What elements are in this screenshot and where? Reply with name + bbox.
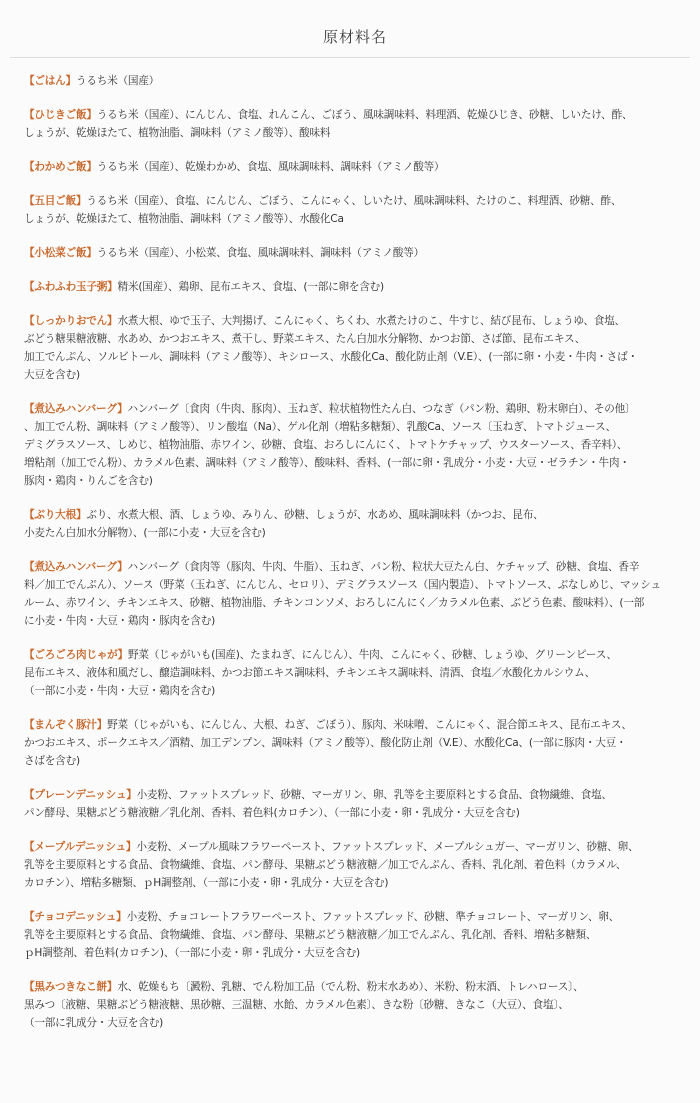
ingredient-line xyxy=(24,804,686,822)
ingredient-entry xyxy=(24,786,686,822)
ingredient-text: 水、乾燥もち〔澱粉、乳糖、でん粉加工品（でん粉、粉末水あめ）、米粉、粉末酒、トレハロース〕、 xyxy=(117,981,584,993)
ingredient-line xyxy=(24,838,686,856)
ingredient-line xyxy=(24,1014,686,1032)
ingredient-line xyxy=(24,366,686,384)
ingredient-text: ルーム、赤ワイン、チキンエキス、砂糖、植物油脂、チキンコンソメ、おろしにんにく／カラメル色素、ぶどう色素、酸味料）、(一部 xyxy=(24,597,645,609)
ingredient-text: 小麦たん白加水分解物）、(一部に小麦・大豆を含む) xyxy=(24,527,266,539)
ingredient-text: ぶどう糖果糖液糖、水あめ、かつおエキス、煮干し、野菜エキス、たん白加水分解物、かつお節、さば節、昆布エキス、 xyxy=(24,333,586,345)
ingredient-line xyxy=(24,400,686,418)
ingredient-entry xyxy=(24,106,686,142)
ingredient-entry xyxy=(24,192,686,228)
ingredient-line xyxy=(24,908,686,926)
ingredient-text: 小麦粉、ファットスプレッド、砂糖、マーガリン、卵、乳等を主要原料とする食品、食物繊維、食塩、 xyxy=(136,789,612,801)
page-title: 原材料名 xyxy=(322,28,387,46)
ingredient-line xyxy=(24,506,686,524)
ingredient-line xyxy=(24,612,686,630)
ingredient-text: デミグラスソース、しめじ、植物油脂、赤ワイン、砂糖、食塩、おろしにんにく、トマトケチャップ、ウスターソース、香辛料）、 xyxy=(24,439,628,451)
ingredient-list xyxy=(24,72,686,1032)
ingredient-text: 増粘剤（加工でん粉）、カラメル色素、調味料（アミノ酸等）、酸味料、香料、(一部に卵・乳成分・小麦・大豆・ゼラチン・牛肉・ xyxy=(24,457,630,469)
ingredient-entry xyxy=(24,278,686,296)
ingredient-text: ハンバーグ〔食肉（牛肉、豚肉）、玉ねぎ、粒状植物性たん白、つなぎ（パン粉、鶏卵、粉末卵白）、その他〕 xyxy=(127,403,636,415)
ingredient-line xyxy=(24,664,686,682)
ingredient-text: 精米(国産）、鶏卵、昆布エキス、食塩、(一部に卵を含む) xyxy=(117,281,384,293)
product-name: 【ふわふわ玉子粥】 xyxy=(24,281,118,293)
ingredient-text: かつおエキス、ポークエキス／酒精、加工デンプン、調味料（アミノ酸等）、酸化防止剤（V.E）、水酸化Ca、(一部に豚肉・大豆・ xyxy=(24,737,627,749)
product-name: 【ごはん】 xyxy=(24,75,76,87)
ingredient-line xyxy=(24,192,686,210)
ingredient-entry xyxy=(24,908,686,962)
ingredient-line xyxy=(24,312,686,330)
ingredient-text: 乳等を主要原料とする食品、食物繊維、食塩、パン酵母、果糖ぶどう糖液糖／加工でんぷん、香料、乳化剤、着色料（カラメル、 xyxy=(24,859,627,871)
ingredient-line xyxy=(24,106,686,124)
ingredient-text: しょうが、乾燥ほたて、植物油脂、調味料（アミノ酸等）、水酸化Ca xyxy=(24,213,344,225)
ingredient-line xyxy=(24,330,686,348)
product-name: 【黒みつきなこ餅】 xyxy=(24,981,118,993)
ingredient-entry xyxy=(24,716,686,770)
ingredient-entry xyxy=(24,506,686,542)
product-name: 【プレーンデニッシュ】 xyxy=(24,789,137,801)
ingredient-line xyxy=(24,454,686,472)
ingredient-text: うるち米（国産）、食塩、にんじん、ごぼう、こんにゃく、しいたけ、風味調味料、たけのこ、料理酒、砂糖、酢、 xyxy=(86,195,622,207)
ingredient-line xyxy=(24,944,686,962)
ingredient-line xyxy=(24,124,686,142)
ingredient-text: 野菜（じゃがいも、にんじん、大根、ねぎ、ごぼう）、豚肉、米味噌、こんにゃく、混合節エキス、昆布エキス、 xyxy=(107,719,632,731)
ingredient-line xyxy=(24,682,686,700)
ingredient-text: さばを含む) xyxy=(24,755,80,767)
ingredient-text: （一部に乳成分・大豆を含む) xyxy=(24,1017,164,1029)
ingredient-entry xyxy=(24,312,686,384)
ingredient-entry xyxy=(24,646,686,700)
ingredient-entry xyxy=(24,558,686,630)
ingredient-text: （一部に小麦・牛肉・大豆・鶏肉を含む) xyxy=(24,685,216,697)
ingredient-text: パン酵母、果糖ぶどう糖液糖／乳化剤、香料、着色料(カロチン）、（一部に小麦・卵・乳成分・大豆を含む) xyxy=(24,807,520,819)
ingredient-line xyxy=(24,348,686,366)
ingredient-entry xyxy=(24,838,686,892)
ingredient-text: うるち米（国産）、乾燥わかめ、食塩、風味調味料、調味料（アミノ酸等） xyxy=(96,161,445,173)
ingredient-line xyxy=(24,210,686,228)
ingredient-line xyxy=(24,72,686,90)
ingredient-text: ｐH調整剤、着色料(カロチン)、（一部に小麦・卵・乳成分・大豆を含む) xyxy=(24,947,360,959)
ingredient-line xyxy=(24,278,686,296)
product-name: 【ひじきご飯】 xyxy=(24,109,97,121)
product-name: 【五目ご飯】 xyxy=(24,195,87,207)
product-name: 【ごろごろ肉じゃが】 xyxy=(24,649,128,661)
product-name: 【ぶり大根】 xyxy=(24,509,87,521)
product-name: 【小松菜ご飯】 xyxy=(24,247,97,259)
ingredient-text: に小麦・牛肉・大豆・鶏肉・豚肉を含む) xyxy=(24,615,216,627)
ingredient-line xyxy=(24,716,686,734)
ingredient-line xyxy=(24,926,686,944)
product-name: 【煮込みハンバーグ】 xyxy=(24,403,128,415)
ingredient-text: 小麦粉、チョコレートフラワーペースト、ファットスプレッド、砂糖、準チョコレート、マーガリン、卵、 xyxy=(126,911,620,923)
ingredient-text: 水煮大根、ゆで玉子、大判揚げ、こんにゃく、ちくわ、水煮たけのこ、牛すじ、結び昆布、しょうゆ、食塩、 xyxy=(117,315,626,327)
ingredient-text: 野菜（じゃがいも(国産)、たまねぎ、にんじん）、牛肉、こんにゃく、砂糖、しょうゆ、グリーンピース、 xyxy=(127,649,617,661)
ingredient-line xyxy=(24,978,686,996)
ingredient-entry xyxy=(24,244,686,262)
ingredient-line xyxy=(24,436,686,454)
ingredient-line xyxy=(24,874,686,892)
product-name: 【わかめご飯】 xyxy=(24,161,97,173)
ingredient-line xyxy=(24,646,686,664)
ingredient-text: ハンバーグ（食肉等（豚肉、牛肉、牛脂）、玉ねぎ、パン粉、粒状大豆たん白、ケチャップ、砂糖、食塩、香辛 xyxy=(127,561,640,573)
ingredient-text: カロチン）、増粘多糖類、ｐH調整剤、（一部に小麦・卵・乳成分・大豆を含む) xyxy=(24,877,389,889)
ingredient-line xyxy=(24,472,686,490)
ingredient-line xyxy=(24,856,686,874)
ingredient-line xyxy=(24,558,686,576)
product-name: 【しっかりおでん】 xyxy=(24,315,118,327)
ingredient-text: うるち米（国産） xyxy=(75,75,160,87)
ingredient-line xyxy=(24,594,686,612)
ingredient-text: 昆布エキス、液体和風だし、醸造調味料、かつお節エキス調味料、チキンエキス調味料、清酒、食塩／水酸化カルシウム、 xyxy=(24,667,596,679)
ingredient-text: うるち米（国産）、小松菜、食塩、風味調味料、調味料（アミノ酸等） xyxy=(96,247,425,259)
ingredient-line xyxy=(24,576,686,594)
ingredient-entry xyxy=(24,72,686,90)
ingredient-line xyxy=(24,244,686,262)
ingredient-text: 豚肉・鶏肉・りんごを含む) xyxy=(24,475,153,487)
ingredient-entry xyxy=(24,978,686,1032)
ingredient-line xyxy=(24,996,686,1014)
ingredient-text: うるち米（国産）、にんじん、食塩、れんこん、ごぼう、風味調味料、料理酒、乾燥ひじき、砂糖、しいたけ、酢、 xyxy=(96,109,633,121)
ingredient-line xyxy=(24,752,686,770)
product-name: 【まんぞく豚汁】 xyxy=(24,719,108,731)
ingredient-text: 黒みつ〔液糖、果糖ぶどう糖液糖、黒砂糖、三温糖、水飴、カラメル色素〕、きな粉〔砂糖、きなこ（大豆）、食塩〕、 xyxy=(24,999,569,1011)
product-name: 【煮込みハンバーグ】 xyxy=(24,561,128,573)
ingredient-text: ぶり、水煮大根、酒、しょうゆ、みりん、砂糖、しょうが、水あめ、風味調味料（かつお、昆布、 xyxy=(86,509,544,521)
product-name: 【メープルデニッシュ】 xyxy=(24,841,137,853)
ingredient-line xyxy=(24,786,686,804)
ingredient-text: 大豆を含む) xyxy=(24,369,80,381)
ingredient-line xyxy=(24,158,686,176)
ingredient-entry xyxy=(24,158,686,176)
ingredient-text: 料／加工でんぷん）、ソース（野菜（玉ねぎ、にんじん、セロリ）、デミグラスソース（国内製造）、トマトソース、ぶなしめじ、マッシュ xyxy=(24,579,661,591)
ingredient-line xyxy=(24,524,686,542)
product-name: 【チョコデニッシュ】 xyxy=(24,911,127,923)
ingredient-entry xyxy=(24,400,686,490)
ingredient-text: 加工でんぷん、ソルビトール、調味料（アミノ酸等）、キシロース、水酸化Ca、酸化防止剤（V.E）、(一部に卵・小麦・牛肉・さば・ xyxy=(24,351,638,363)
title-divider xyxy=(10,57,690,58)
ingredient-text: 小麦粉、メープル風味フラワーペースト、ファットスプレッド、メープルシュガー、マーガリン、砂糖、卵、 xyxy=(136,841,639,853)
ingredient-text: 、加工でん粉、調味料（アミノ酸等）、リン酸塩（Na）、ゲル化剤（増粘多糖類）、乳酸Ca、ソース〔玉ねぎ、トマトジュース、 xyxy=(24,421,617,433)
ingredient-text: 乳等を主要原料とする食品、食物繊維、食塩、パン酵母、果糖ぶどう糖液糖／加工でんぷん、乳化剤、香料、増粘多糖類、 xyxy=(24,929,597,941)
ingredient-text: しょうが、乾燥ほたて、植物油脂、調味料（アミノ酸等）、酸味料 xyxy=(24,127,331,139)
ingredient-line xyxy=(24,418,686,436)
ingredient-line xyxy=(24,734,686,752)
